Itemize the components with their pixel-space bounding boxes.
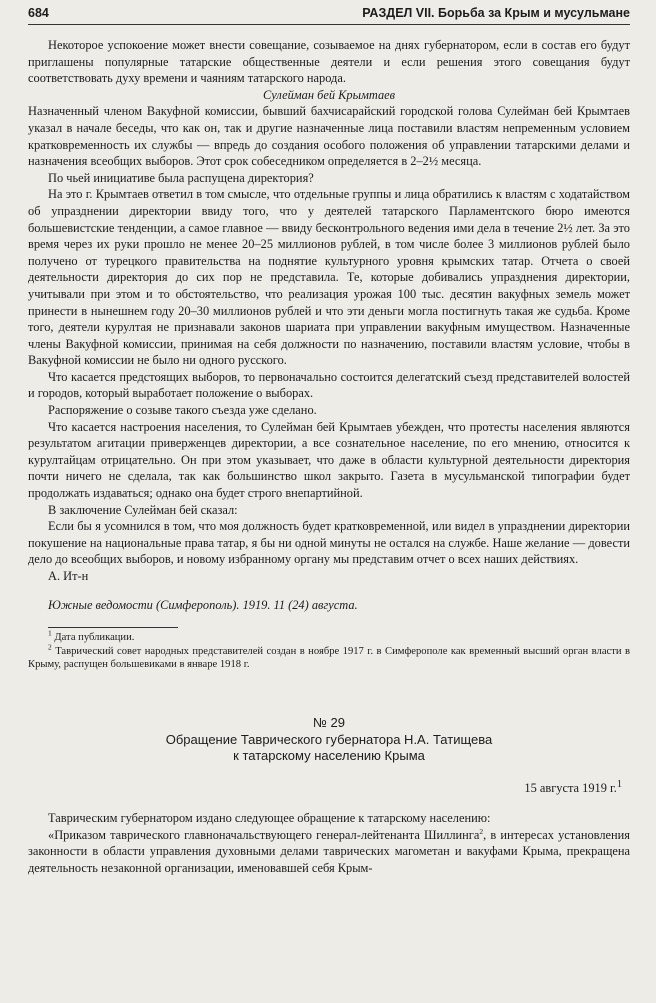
footnote-2-text: Таврический совет народных представителей создан в ноябре 1917 г. в Симферополе как временный высший орган власти в Крыму, распущен большевиками в январе 1918 г. [28,645,630,670]
document-text [28,810,630,876]
document-paragraph-2-note: 2 [479,826,484,836]
document-paragraph-2 [28,827,630,877]
document-number: № 29 [312,715,346,731]
main-text [28,37,630,613]
footnote-2-mark: 2 [48,642,52,652]
interview-paragraph-5: Что касается настроения населения, то Сулейман бей Крымтаев убежден, что протесты населения являются результатом агитации приверженцев директории, а все сознательное население, по его мнению, относится к курултайцам отрицательно. Он при этом указывает, что даже в области культурной деятельности директория почти ничего не сделала, так как большинство школ закрыто. Газета в мусульманской типографии будет продолжать издаваться; однако она будет строго внепартийной. [28,419,630,501]
intro-paragraph: Некоторое успокоение может внести совещание, созываемое на днях губернатором, если в состав его будут приглашены популярные татарские общественные деятели и если решения этого совещания будут соответствовать духу времени и чаяниям татарского народа. [28,38,630,86]
source-citation: Южные ведомости (Симферополь). 1919. 11 (24) августа. [48,597,358,612]
document-paragraph-1: Таврическим губернатором издано следующее обращение к татарскому населению: [48,811,491,826]
footnote-2 [28,642,630,672]
footnote-1-mark: 1 [48,628,52,638]
running-header [28,0,630,25]
document-paragraph-2-b: , в интересах установления законности в области управления духовными делами таврических магометан и вакуфами Крыма, прекращена деятельность незаконной организации, именовавшей себя Крым- [28,827,630,875]
page-number: 684 [28,6,49,20]
footnote-divider [48,627,178,628]
document-paragraph-2-a: «Приказом таврического главноначальствующего генерал-лейтенанта Шиллинга [48,827,480,842]
document-title-line-2: к татарскому населению Крыма [233,748,425,764]
footnotes [28,628,630,671]
section-title: РАЗДЕЛ VII. Борьба за Крым и мусульмане [362,6,630,20]
footnote-1-text: Дата публикации. [54,632,135,644]
signature: А. Ит-н [48,569,89,583]
document-title-line-1: Обращение Таврического губернатора Н.А. Татищева [165,731,493,747]
interview-paragraph-4: Распоряжение о созыве такого съезда уже сделано. [48,403,317,418]
interview-subtitle: Сулейман бей Крымтаев [262,87,396,102]
document-date [28,779,622,796]
document-date-text: 15 августа 1919 г. [524,781,617,796]
interview-paragraph-3: Что касается предстоящих выборов, то первоначально состоится делегатский съезд представителей волостей и городов, который выработает положение о выборах. [28,369,630,401]
document-heading [28,715,630,765]
interview-paragraph-1: Назначенный членом Вакуфной комиссии, бывший бахчисарайский городской голова Сулейман бей Крымтаев указал в начале беседы, что как он, так и другие назначенные лица поставили властям непременным условием кратковременность их службы — впредь до создания особого положения об управлении татарскими делами и назначения всеобщих выборов. Этот срок собеседником определяется в 2–2½ месяца. [28,104,630,169]
interview-question: По чьей инициативе была распущена директория? [48,170,314,185]
document-date-note: 1 [616,778,622,790]
interview-paragraph-6: В заключение Сулейман бей сказал: [48,502,238,517]
footnote-1 [28,628,630,644]
interview-paragraph-7: Если бы я усомнился в том, что моя должность будет кратковременной, или видел в упразднении директории покушение на национальные права татар, я бы ни одной минуты не остался на службе. Наше желание — довести дело до всеобщих выборов, и новому избранному органу мы представим отчет о всех наших действиях. [28,519,630,567]
interview-paragraph-2: На это г. Крымтаев ответил в том смысле, что отдельные группы и лица обратились к властям с ходатайством об упразднении директории ввиду того, что у деятелей татарского Парламентского бюро имеются большевистские тенденции, а самое главное — ввиду бесконтрольного ведения ими дела в течение 2½ лет. За это время через их руки прошло не менее 20–25 миллионов рублей, в том числе более 3 миллионов рублей было получено от турецкого правительства на поднятие культурного уровня крымских татар. Отчета о своей деятельности директория до сих пор не представила. Те, которые добивались упразднения директории, учитывали при этом и то обстоятельство, что реализация урожая 100 тыс. десятин вакуфных земель может принести в нынешнем году 20–30 миллионов рублей и что эти деньги могла постигнуть такая же судьба. Кроме того, деятели курултая не признавали законов шариата при управлении вакуфным имуществом. Назначенные члены Вакуфной комиссии, принимая на себя должности по назначению, поставили властям условие, чтобы в Вакуфной комиссии не было ни одного русского. [28,187,630,368]
